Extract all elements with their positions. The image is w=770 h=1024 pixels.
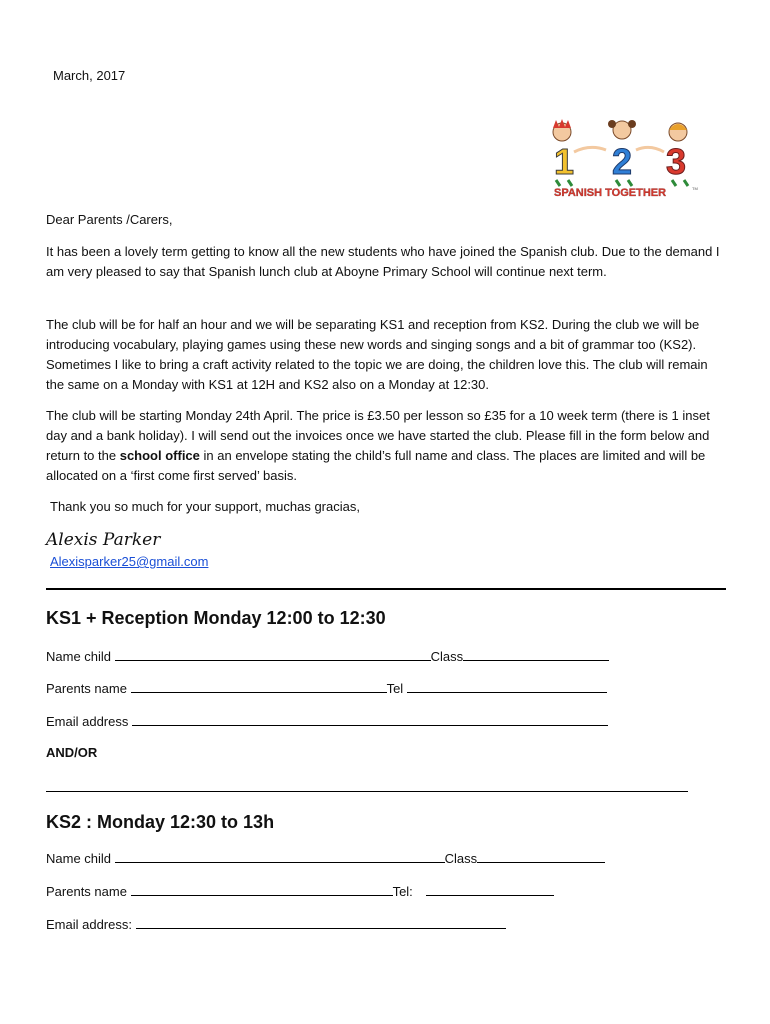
ks2-email-row [46, 916, 506, 932]
ks1-name-child-row [46, 648, 609, 664]
signature: Alexis Parker [46, 530, 161, 550]
letter-date: March, 2017 [53, 68, 126, 83]
ks1-email-label: Email address [46, 714, 129, 729]
ks1-name-child-label: Name child [46, 649, 112, 664]
pricing-text-before: The club will be starting Monday 24th April. The price is £3.50 per lesson so £35 for a 10 week term (there is 1 inset day and a bank holiday). I will send out the invoices once we have started the club. Please fill in the form below and return to the [46, 408, 710, 463]
ks1-class-label: Class [430, 649, 464, 664]
ks2-name-child-label: Name child [46, 851, 112, 866]
and-or-divider [46, 791, 688, 792]
ks1-class-field[interactable] [463, 648, 609, 661]
salutation: Dear Parents /Carers, [46, 212, 173, 227]
and-or-label: AND/OR [46, 745, 98, 760]
ks1-tel-label: Tel [386, 681, 404, 696]
ks1-tel-field[interactable] [407, 680, 607, 693]
ks1-parents-row [46, 680, 607, 696]
logo-kid-1-hair [553, 119, 571, 128]
logo-trademark: TM [692, 186, 698, 191]
ks2-parents-name-label: Parents name [46, 884, 127, 899]
logo-text: SPANISH TOGETHER [554, 187, 667, 199]
logo-digit-3: 3 [666, 141, 687, 182]
ks1-email-field[interactable] [132, 713, 608, 726]
ks2-heading: KS2 : Monday 12:30 to 13h [46, 812, 275, 832]
paragraph-intro: It has been a lovely term getting to know all the new students who have joined the Spanish club. Due to the demand I am very pleased to say that Spanish lunch club at Aboyne Primary School will continue next term. [46, 244, 720, 279]
school-office-emphasis: school office [119, 448, 200, 463]
ks2-email-label: Email address: [46, 917, 132, 932]
paragraph-pricing [46, 406, 726, 486]
ks2-email-field[interactable] [136, 916, 506, 929]
ks1-email-row [46, 713, 608, 729]
ks2-parents-name-field[interactable] [131, 883, 393, 896]
ks2-name-child-field[interactable] [115, 850, 445, 863]
logo-digit-1: 1 [554, 141, 575, 182]
pricing-text-after: in an envelope stating the child’s full name and class. The places are limited and will be allocated on a ‘first come first served’ basis. [46, 448, 706, 483]
thanks-line: Thank you so much for your support, muchas gracias, [50, 499, 360, 514]
ks2-tel-label: Tel: [392, 884, 413, 899]
section-divider [46, 588, 726, 590]
logo-kid-2-bun-right [628, 120, 636, 128]
ks1-heading: KS1 + Reception Monday 12:00 to 12:30 [46, 608, 386, 628]
ks1-parents-name-field[interactable] [131, 680, 387, 693]
spanish-together-logo [540, 118, 710, 202]
ks2-tel-field[interactable] [426, 883, 554, 896]
ks2-class-field[interactable] [477, 850, 605, 863]
ks2-parents-row [46, 883, 554, 899]
paragraph-club-details: The club will be for half an hour and we will be separating KS1 and reception from KS2. During the club we will be introducing vocabulary, playing games using these new words and singing songs and a bit of grammar too (KS2). Sometimes I like to bring a craft activity related to the topic we are doing, the children love this. The club will remain the same on a Monday with KS1 at 12H and KS2 also on a Monday at 12:30. [46, 317, 708, 392]
ks2-class-label: Class [444, 851, 478, 866]
logo-kid-2-bun-left [608, 120, 616, 128]
logo-digit-2: 2 [612, 141, 633, 182]
email-link[interactable]: Alexisparker25@gmail.com [50, 554, 209, 569]
ks1-parents-name-label: Parents name [46, 681, 127, 696]
ks2-name-child-row [46, 850, 605, 866]
ks1-name-child-field[interactable] [115, 648, 431, 661]
